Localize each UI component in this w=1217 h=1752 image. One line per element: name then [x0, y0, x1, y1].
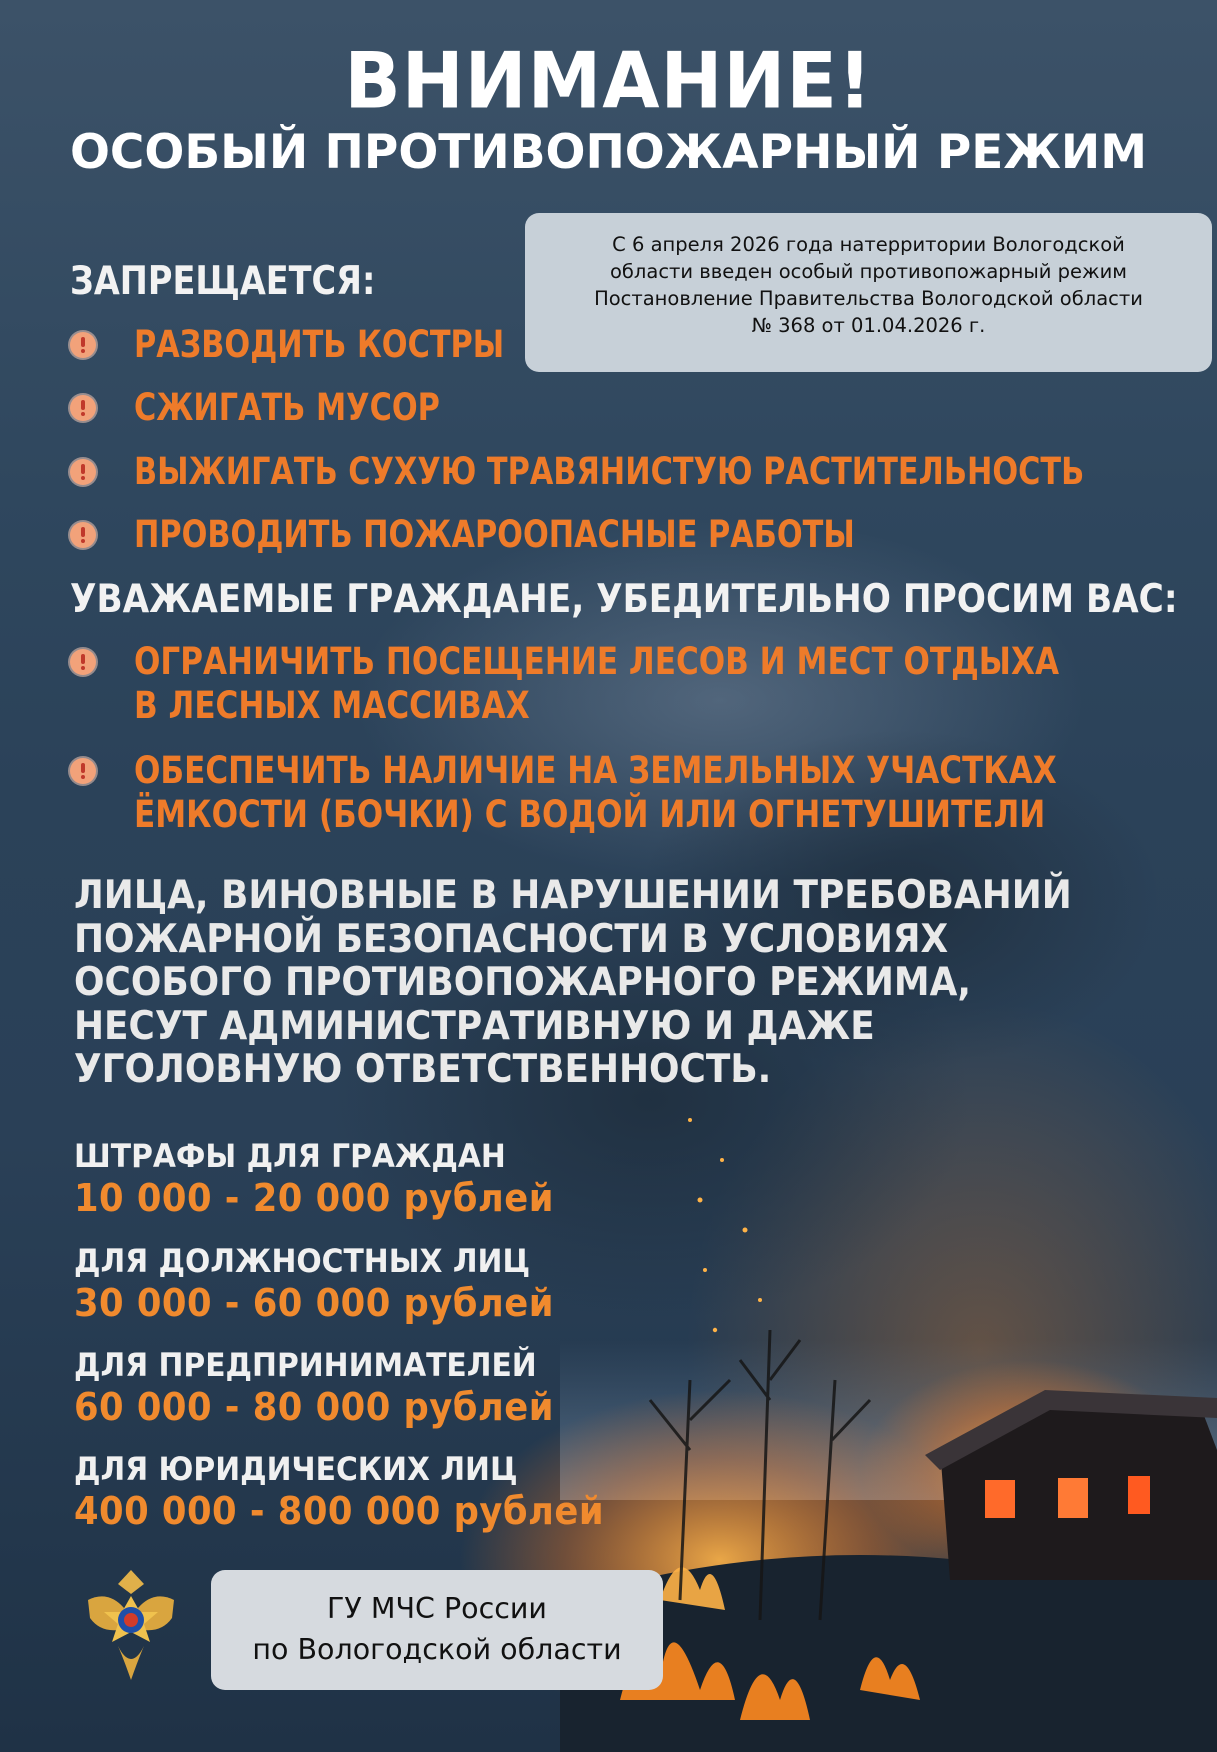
prohibited-item: [70, 386, 507, 430]
notice-line: области введен особый противопожарный режим: [609, 260, 1128, 283]
request-item-text: [134, 749, 1057, 837]
warning-circle-icon: [70, 395, 96, 421]
prohibited-item: [70, 450, 1217, 494]
request-item: [70, 749, 1217, 837]
liability-line: ЛИЦА, ВИНОВНЫЕ В НАРУШЕНИИ ТРЕБОВАНИЙ: [74, 873, 1072, 918]
fine-block: [74, 1136, 554, 1220]
warning-circle-icon: [70, 522, 96, 548]
fine-label: ШТРАФЫ ДЛЯ ГРАЖДАН: [74, 1137, 506, 1175]
warning-circle-icon: [70, 649, 96, 675]
request-item-line: ОГРАНИЧИТЬ ПОСЕЩЕНИЕ ЛЕСОВ И МЕСТ ОТДЫХА: [134, 640, 1060, 683]
warning-circle-icon: [70, 459, 96, 485]
notice-line: С 6 апреля 2026 года натерритории Вологодской: [612, 233, 1125, 256]
liability-statement: [74, 874, 1072, 1092]
request-item-line: В ЛЕСНЫХ МАССИВАХ: [134, 684, 530, 727]
fine-label: ДЛЯ ДОЛЖНОСТНЫХ ЛИЦ: [74, 1242, 531, 1280]
fine-amount: 60 000 - 80 000 рублей: [74, 1385, 554, 1429]
liability-line: ПОЖАРНОЙ БЕЗОПАСНОСТИ В УСЛОВИЯХ: [74, 916, 949, 962]
warning-circle-icon: [70, 758, 96, 784]
fine-block: [74, 1241, 554, 1325]
prohibited-item-text: СЖИГАТЬ МУСОР: [134, 386, 440, 429]
fine-amount: 400 000 - 800 000 рублей: [74, 1489, 605, 1533]
fine-amount: 30 000 - 60 000 рублей: [74, 1281, 554, 1325]
warning-circle-icon: [70, 332, 96, 358]
request-heading: УВАЖАЕМЫЕ ГРАЖДАНЕ, УБЕДИТЕЛЬНО ПРОСИМ ВАС:: [70, 577, 1178, 622]
liability-line: НЕСУТ АДМИНИСТРАТИВНУЮ И ДАЖЕ: [74, 1003, 875, 1049]
request-item: [70, 640, 1217, 728]
prohibited-item-text: РАЗВОДИТЬ КОСТРЫ: [134, 323, 505, 366]
prohibited-heading: ЗАПРЕЩАЕТСЯ:: [70, 259, 376, 304]
prohibited-item: [70, 323, 585, 367]
fine-block: [74, 1345, 554, 1429]
regime-notice: [525, 213, 1212, 372]
request-item-line: ОБЕСПЕЧИТЬ НАЛИЧИЕ НА ЗЕМЕЛЬНЫХ УЧАСТКАХ: [134, 749, 1057, 792]
signature-line: по Вологодской области: [252, 1633, 622, 1666]
fine-block: [74, 1449, 604, 1533]
notice-line: Постановление Правительства Вологодской области: [594, 287, 1143, 310]
fine-label: ДЛЯ ЮРИДИЧЕСКИХ ЛИЦ: [74, 1450, 518, 1488]
prohibited-item-text: ВЫЖИГАТЬ СУХУЮ ТРАВЯНИСТУЮ РАСТИТЕЛЬНОСТЬ: [134, 450, 1085, 493]
liability-line: УГОЛОВНУЮ ОТВЕТСТВЕННОСТЬ.: [74, 1047, 772, 1092]
fine-label: ДЛЯ ПРЕДПРИНИМАТЕЛЕЙ: [74, 1346, 537, 1384]
page-title: ВНИМАНИЕ!: [344, 35, 873, 127]
fine-amount: 10 000 - 20 000 рублей: [74, 1176, 554, 1220]
prohibited-item-text: ПРОВОДИТЬ ПОЖАРООПАСНЫЕ РАБОТЫ: [134, 513, 855, 556]
notice-line: № 368 от 01.04.2026 г.: [751, 314, 986, 337]
page-subtitle: ОСОБЫЙ ПРОТИВОПОЖАРНЫЙ РЕЖИМ: [69, 125, 1148, 180]
signature-plate: [211, 1570, 663, 1690]
request-item-line: ЁМКОСТИ (БОЧКИ) С ВОДОЙ ИЛИ ОГНЕТУШИТЕЛИ: [134, 793, 1046, 836]
liability-line: ОСОБОГО ПРОТИВОПОЖАРНОГО РЕЖИМА,: [74, 960, 971, 1005]
signature-line: ГУ МЧС России: [327, 1592, 547, 1625]
emergency-ministry-emblem: [78, 1560, 184, 1684]
prohibited-item: [70, 513, 1013, 557]
request-item-text: [134, 640, 1059, 728]
